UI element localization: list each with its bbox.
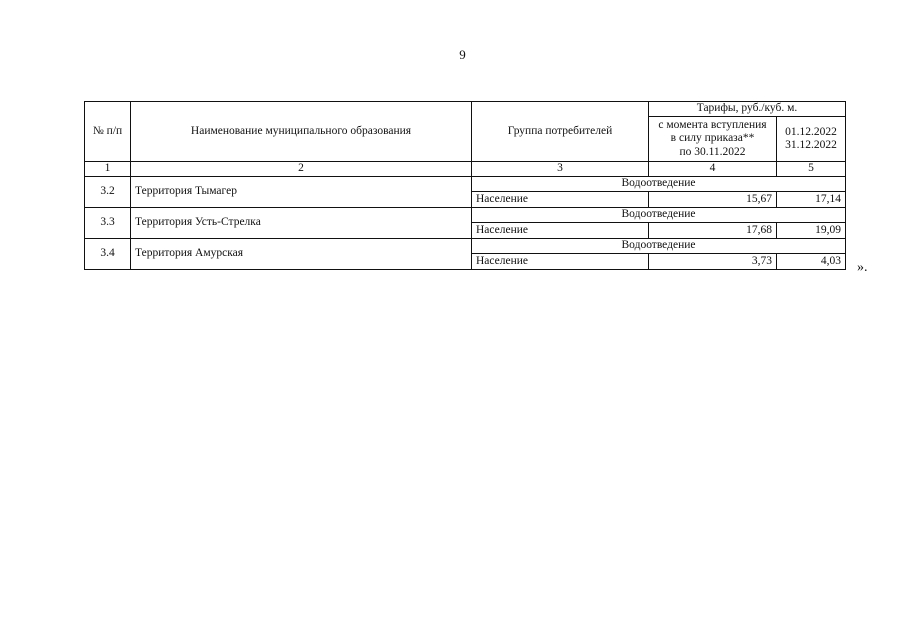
- row-number: 3.3: [85, 208, 131, 239]
- header-tariffs: Тарифы, руб./куб. м.: [649, 102, 846, 117]
- row-tariff-1: 15,67: [649, 192, 777, 208]
- header-municipality: Наименование муниципального образования: [131, 102, 472, 162]
- row-tariff-2: 17,14: [777, 192, 846, 208]
- header-period-2-line-2: 31.12.2022: [785, 139, 837, 151]
- header-period-1: [649, 117, 777, 162]
- table-row: [85, 239, 846, 254]
- tariffs-table: [84, 101, 846, 270]
- page-number: 9: [459, 47, 466, 62]
- table-row: [85, 177, 846, 192]
- row-tariff-1: 17,68: [649, 223, 777, 239]
- column-index: 3: [472, 162, 649, 177]
- row-service: Водоотведение: [472, 177, 846, 192]
- header-consumer-group: Группа потребителей: [472, 102, 649, 162]
- row-service: Водоотведение: [472, 239, 846, 254]
- header-period-2-line-1: 01.12.2022: [785, 125, 837, 138]
- row-municipality: Территория Усть-Стрелка: [131, 208, 472, 239]
- row-consumer-group: Население: [472, 192, 649, 208]
- column-index: 2: [131, 162, 472, 177]
- row-consumer-group: Население: [472, 223, 649, 239]
- table-row: [85, 208, 846, 223]
- row-tariff-1: 3,73: [649, 254, 777, 270]
- header-period-1-line-3: по 30.11.2022: [679, 145, 746, 158]
- column-index-row: [85, 162, 846, 177]
- header-period-1-line-2: в силу приказа**: [670, 132, 755, 145]
- closing-quote-mark: ».: [857, 260, 868, 275]
- row-service: Водоотведение: [472, 208, 846, 223]
- header-period-1-line-1: с момента вступления: [658, 119, 767, 132]
- row-tariff-2: 4,03: [777, 254, 846, 270]
- header-period-2: [777, 117, 846, 162]
- row-number: 3.4: [85, 239, 131, 270]
- row-number: 3.2: [85, 177, 131, 208]
- row-consumer-group: Население: [472, 254, 649, 270]
- header-number: № п/п: [85, 102, 131, 162]
- column-index: 4: [649, 162, 777, 177]
- row-municipality: Территория Тымагер: [131, 177, 472, 208]
- row-tariff-2: 19,09: [777, 223, 846, 239]
- column-index: 1: [85, 162, 131, 177]
- row-municipality: Территория Амурская: [131, 239, 472, 270]
- column-index: 5: [777, 162, 846, 177]
